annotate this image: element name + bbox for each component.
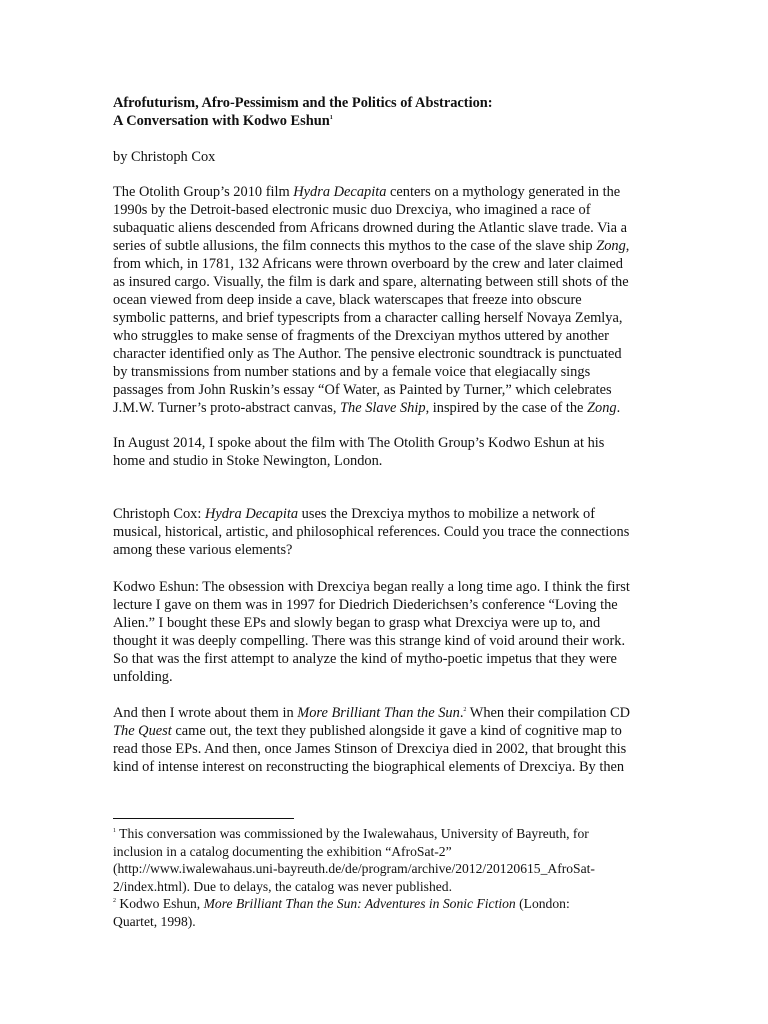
title-line-1: Afrofuturism, Afro-Pessimism and the Politics of Abstraction: — [113, 95, 493, 111]
answer-paragraph-2: And then I wrote about them in More Brilliant Than the Sun.$^2$ When their compilation CD The Quest came out, the text they published alongside it gave a kind of cognitive map to read those EPs. And then, once James Stinson of Drexciya died in 2002, that brought this kind of intense interest on reconstructing the biographical elements of Drexciya. By then — [113, 705, 631, 775]
footnote-2: $^2$ Kodwo Eshun, More Brilliant Than the Sun: Adventures in Sonic Fiction (London: — [113, 896, 570, 912]
context-paragraph: In August 2014, I spoke about the film with The Otolith Group’s Kodwo Eshun at his home and studio in Stoke Newington, London. — [113, 435, 605, 469]
intro-paragraph: The Otolith Group’s 2010 film Hydra Decapita centers on a mythology generated in the 1990s by the Detroit-based electronic music duo Drexciya, who imagined a race of subaquatic aliens descended from Africans drowned during the Atlantic slave trade. Via a series of subtle allusions, the film connects this mythos to the case of the slave ship Zong, from which, in 1781, 132 Africans were thrown overboard by the crew and later claimed as insured cargo. Visually, the film is dark and spare, alternating between still shots of the ocean viewed from deep inside a cave, black waterscapes that freeze into obscure symbolic patterns, and brief typescripts from a character calling herself Novaya Zemlya, who struggles to make sense of fragments of the Drexciyan mythos uttered by another character identified only as The Author. The pensive electronic soundtrack is punctuated by transmissions from number stations and by a female voice that elegiacally sings passages from John Ruskin’s essay “Of Water, as Painted by Turner,” which celebrates J.M.W. Turner’s proto-abstract canvas, The Slave Ship, inspired by the case of the Zong. — [113, 184, 630, 416]
article-title — [113, 94, 663, 130]
answer-paragraph-1: Kodwo Eshun: The obsession with Drexciya began really a long time ago. I think the first lecture I gave on them was in 1997 for Diedrich Diederichsen’s conference “Loving the Alien.” I bought these EPs and slowly began to grasp what Drexciya were up to, and thought it was deeply compelling. There was this strange kind of void around their work. So that was the first attempt to analyze the kind of mytho-poetic impetus that they were unfolding. — [113, 579, 630, 685]
question-paragraph: Christoph Cox: Hydra Decapita uses the Drexciya mythos to mobilize a network of musical, historical, artistic, and philosophical references. Could you trace the connections among these various elements? — [113, 506, 630, 558]
footnote-1: $^1$ This conversation was commissioned by the Iwalewahaus, University of Bayreuth, for — [113, 826, 589, 841]
footnote-divider — [113, 818, 294, 819]
footnote-ref-2: 2 — [463, 707, 467, 713]
title-line-2: A Conversation with Kodwo Eshun$^1$ — [113, 113, 333, 129]
footnote-ref-1: 1 — [329, 115, 333, 121]
byline: by Christoph Cox — [113, 149, 216, 165]
footnotes: $^1$ This conversation was commissioned by the Iwalewahaus, University of Bayreuth, for inclusion in a catalog documenting the exhibition “AfroSat-2” (http://www.iwalewahaus.uni-bayreuth.de/de/program/archive/2012/20120615_AfroSat- 2/index.html). Due to delays, the catalog was never published. $^2$ Kodwo Eshun, More Brilliant Than the Sun: Adventures in Sonic Fiction (London: Quartet, 1998). — [113, 825, 663, 931]
